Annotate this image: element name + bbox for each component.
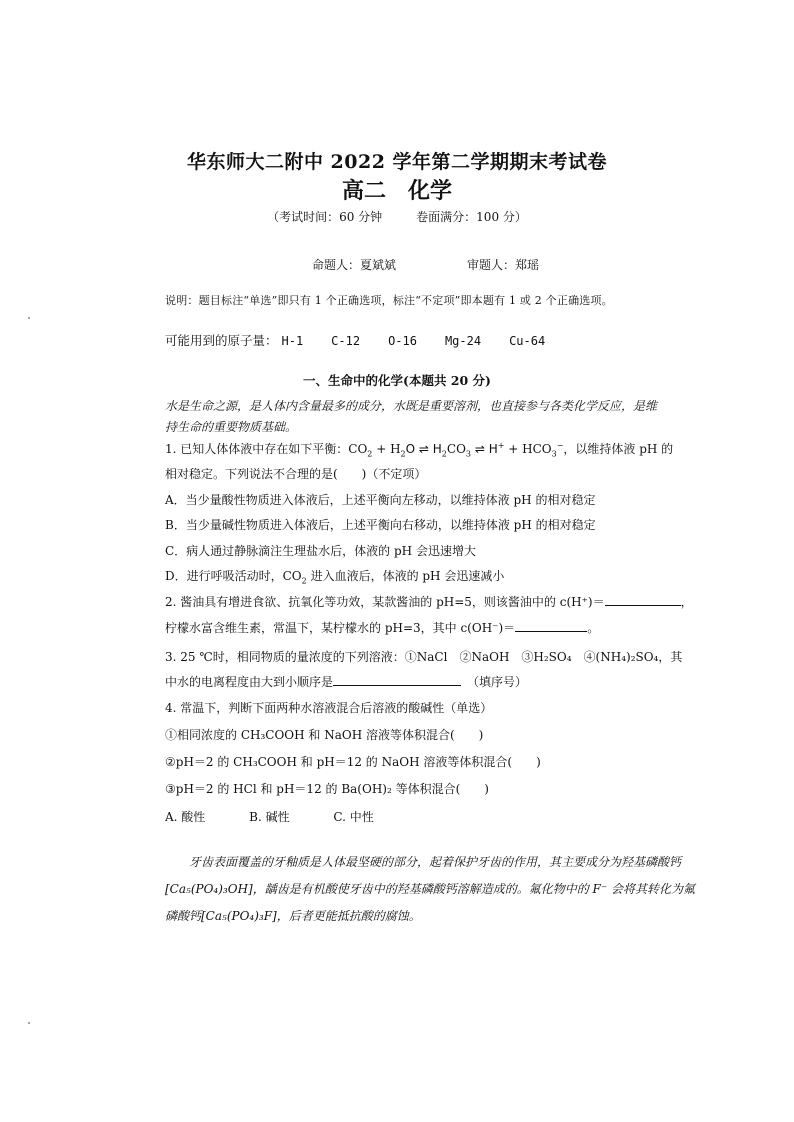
instructions-note: 说明：题目标注“单选”即只有 1 个正确选项，标注“不定项”即本题有 1 或 2 个正确选项。 — [165, 294, 613, 307]
q2-line2: 柠檬水富含维生素，常温下，某柠檬水的 pH=3，其中 c(OH⁻)＝ 。 — [165, 621, 600, 635]
exam-subtitle — [0, 174, 794, 205]
q3-line1: 3. 25 ℃时，相同物质的量浓度的下列溶液：①NaCl ②NaOH ③H₂SO₄ ④(NH₄)₂SO₄，其 — [165, 650, 683, 664]
proposer: 命题人：夏斌斌 — [312, 258, 397, 272]
full-score: 卷面满分：100 分） — [416, 210, 527, 224]
atom-item: C-12 — [331, 334, 361, 348]
q4-item-3: ③pH＝2 的 HCl 和 pH＝12 的 Ba(OH)₂ 等体积混合( ) — [165, 782, 489, 796]
section-intro: 水是生命之源，是人体内含量最多的成分，水既是重要溶剂，也直接参与各类化学反应，是维持生命的重要物质基础。 — [165, 399, 658, 434]
q2-answer-blank-1[interactable] — [605, 593, 681, 606]
q1-option-d: D．进行呼吸活动时，$CO_2$ 进入血液后，体液的 pH 会迅速减小 — [165, 569, 505, 586]
atomic-masses-label: 可能用到的原子量： — [165, 333, 278, 348]
atom-item: Cu-64 — [509, 334, 546, 348]
atom-item: Mg-24 — [444, 334, 482, 348]
section-heading: 一、生命中的化学(本题共 20 分) — [303, 373, 491, 388]
q4-stem: 4. 常温下，判断下面两种水溶液混合后溶液的酸碱性（单选） — [165, 701, 493, 715]
q4-choice-a: A. 酸性 — [165, 810, 206, 824]
reviewer: 审题人：郑瑶 — [467, 258, 540, 272]
q2-line1: 2. 酱油具有增进食欲、抗氧化等功效，某款酱油的 pH=5，则该酱油中的 c(H⁺)＝ ， — [165, 595, 693, 609]
q1-option-a: A．当少量酸性物质进入体液后，上述平衡向左移动，以维持体液 pH 的相对稳定 — [165, 493, 596, 507]
exam-time: （考试时间：60 分钟 — [267, 210, 383, 224]
q1-option-b: B．当少量碱性物质进入体液后，上述平衡向右移动，以维持体液 pH 的相对稳定 — [165, 518, 596, 532]
q1-stem: 1. 已知人体体液中存在如下平衡：$CO_2 + H_2O$ ⇌ $H_2CO_3$ ⇌ $H^+ + HCO_3^-$，以维持体液 pH 的 — [165, 441, 674, 459]
q3-line2: 中水的电离程度由大到小顺序是 （填序号） — [165, 675, 528, 689]
q2-answer-blank-2[interactable] — [515, 619, 587, 632]
q1-option-c: C．病人通过静脉滴注生理盐水后，体液的 pH 会迅速增大 — [165, 544, 476, 558]
q3-answer-blank[interactable] — [333, 673, 461, 686]
q4-choice-c: C. 中性 — [333, 810, 374, 824]
q1-stem-line2: 相对稳定。下列说法不合理的是( )（不定项） — [165, 467, 427, 481]
atom-item: O-16 — [388, 334, 417, 348]
exam-info — [0, 208, 794, 225]
subject-label: 化学 — [408, 178, 453, 204]
q4-choice-b: B. 碱性 — [249, 810, 290, 824]
tooth-enamel-passage: 牙齿表面覆盖的牙釉质是人体最坚硬的部分，起着保护牙齿的作用，其主要成分为羟基磷酸钙[Ca₅(PO₄)₃OH]，龋齿是有机酸使牙齿中的羟基磷酸钙溶解造成的。氟化物中的 F⁻ 会将其转化为氟磷酸钙[Ca₅(PO₄)₃F]，后者更能抵抗酸的腐蚀。 — [165, 855, 696, 923]
scan-speck — [28, 317, 30, 319]
grade-label: 高二 — [341, 178, 386, 204]
atomic-masses — [165, 331, 569, 349]
scan-speck — [28, 1022, 30, 1024]
atom-item: H-1 — [281, 334, 304, 348]
q4-choices — [165, 808, 414, 825]
exam-title: 华东师大二附中 2022 学年第二学期期末考试卷 — [186, 151, 608, 173]
q4-item-2: ②pH＝2 的 CH₃COOH 和 pH＝12 的 NaOH 溶液等体积混合( ) — [165, 755, 541, 769]
q4-item-1: ①相同浓度的 CH₃COOH 和 NaOH 溶液等体积混合( ) — [165, 728, 484, 742]
